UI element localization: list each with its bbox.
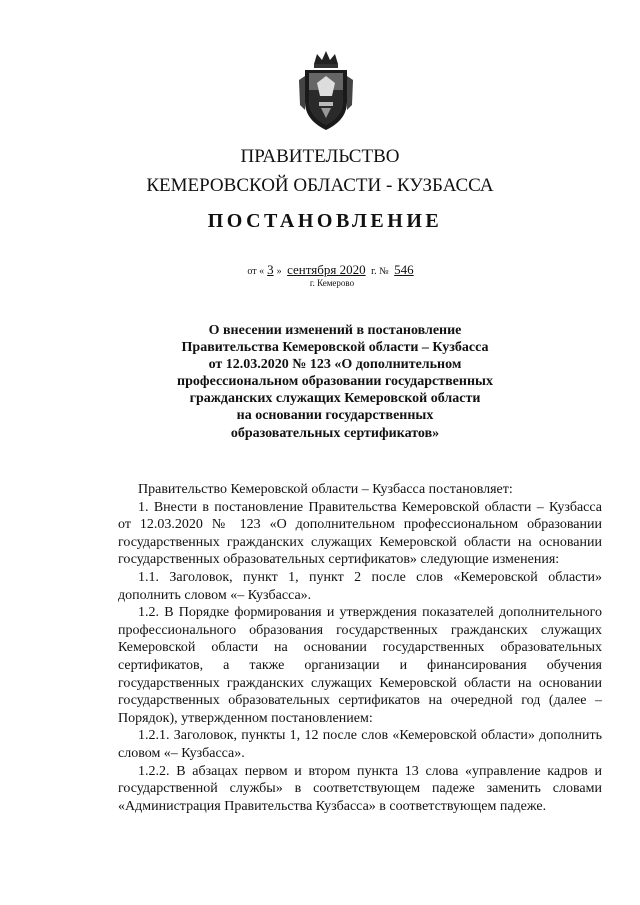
subject-line: от 12.03.2020 № 123 «О дополнительном (208, 357, 462, 373)
paragraph-1-2-2: 1.2.2. В абзацах первом и втором пункта 13 слова «управление кадров и государственной службы» в соответствующем падеже заменить словами «Администрация Правительства Кузбасса» в соответствующем падеже. (118, 763, 602, 814)
subject-line: образовательных сертификатов» (230, 425, 440, 441)
document-body (118, 481, 602, 815)
paragraph-1: 1. Внести в постановление Правительства Кемеровской области – Кузбасса от 12.03.2020 № 123 «О дополнительном профессиональном образовании государственных гражданских служащих Кемеровской области на основании государственных образовательных сертификатов» следующие изменения: (118, 499, 602, 568)
subject-line: профессиональном образовании государственных (177, 374, 493, 390)
paragraph-1-2-1: 1.2.1. Заголовок, пункты 1, 12 после слов «Кемеровской области» дополнить словом «– Кузбасса». (118, 728, 602, 761)
subject-line: Правительства Кемеровской области – Кузбасса (181, 340, 489, 356)
intro-paragraph: Правительство Кемеровской области – Кузбасса постановляет: (138, 482, 513, 497)
subject-line: О внесении изменений в постановление (208, 323, 462, 338)
city-name: г. Кемерово (309, 278, 355, 288)
government-name-line1: ПРАВИТЕЛЬСТВО (240, 146, 400, 167)
paragraph-1-2: 1.2. В Порядке формирования и утверждения показателей дополнительного профессионального образования государственных гражданских служащих Кемеровской области на основании государственных образовательных сертификатов, а также организации и финансирования обучения государственных гражданских служащих Кемеровской области на основании государственных образовательных сертификатов на очередной год (далее – Порядок), утвержденном постановлением: (118, 605, 602, 726)
number-prefix: № (379, 266, 389, 277)
date-separator: » (276, 266, 282, 277)
year-suffix: г. (371, 266, 377, 277)
document-type-title: ПОСТАНОВЛЕНИЕ (207, 210, 443, 232)
document-number: 546 (394, 262, 414, 277)
subject-line: на основании государственных (236, 408, 434, 424)
paragraph-1-1: 1.1. Заголовок, пункт 1, пункт 2 после слов «Кемеровской области» дополнить словом «– Кузбасса». (118, 569, 602, 603)
date-day: 3 (267, 262, 274, 277)
document-subject (140, 322, 530, 442)
date-prefix: от « (247, 266, 265, 277)
subject-line: гражданских служащих Кемеровской области (189, 391, 481, 407)
date-number-line (0, 263, 640, 278)
date-month-year: сентября 2020 (287, 262, 366, 277)
coat-of-arms-emblem (297, 50, 355, 132)
government-name-line2: КЕМЕРОВСКОЙ ОБЛАСТИ - КУЗБАССА (146, 175, 494, 196)
